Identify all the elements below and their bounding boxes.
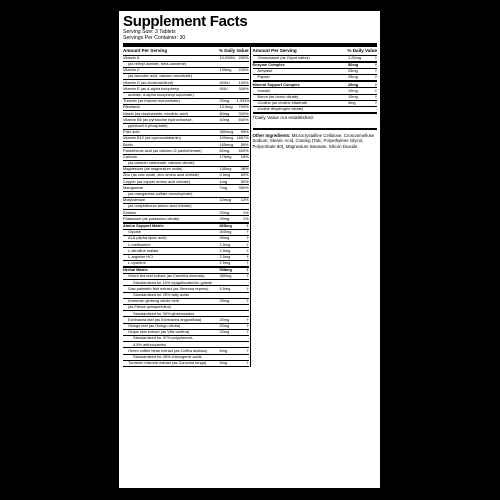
nutrient-name: L-arginine HCl [128,253,153,259]
nutrient-name: Sodium [123,209,137,215]
nutrient-dv: 13% [240,197,249,203]
nutrient-dv: † [246,329,249,335]
nutrient-amount [220,124,237,128]
nutrient-dv: † [246,316,249,322]
nutrient-dv: 95% [240,129,249,135]
nutrient-dv: 200% [238,54,249,60]
nutrient-amount: 20mg [219,322,230,328]
nutrient-amount: 10mcg [219,197,232,203]
nutrient-name: Thiamin (as thiamin mononitrate) [123,98,180,104]
nutrient-amount: 10mg [348,94,358,100]
nutrient-dv: 500% [238,116,249,122]
nutrient-name: L-citrulline malate [128,247,159,253]
serving-size: Serving Size: 3 Tablets [123,29,176,35]
nutrient-amount: 13.5mg [219,104,233,110]
nutrient-dv [237,93,249,97]
nutrient-name: Green tea leaf extract (as Camellia sinensis) [128,273,205,279]
nutrient-dv: 225% [238,67,249,73]
nutrient-dv [237,355,249,359]
nutrient-dv: 350% [238,184,249,190]
nutrient-amount: 380mcg [219,129,234,135]
nutrient-dv: † [246,229,249,235]
amount-header: Amount Per Serving [252,48,297,53]
right-column [251,47,378,367]
nutrient-amount: 100mcg [219,135,234,141]
nutrient-name: (as ascorbic acid, calcium ascorbate) [128,73,193,79]
nutrient-amount: 2.5mg [219,253,231,259]
nutrient-dv: † [246,267,249,273]
nutrient-dv [237,293,249,297]
nutrient-dv: 1% [242,209,249,215]
nutrient-dv [237,204,249,208]
nutrient-row [123,361,249,367]
nutrient-name: Vitamin B12 (as cyanocobalamin) [123,135,181,141]
nutrient-amount: 45mg [219,235,230,241]
nutrient-dv: 600% [238,147,249,153]
left-rows [123,56,249,367]
nutrient-amount: 90IU [219,85,228,91]
nutrient-amount: 10mg [348,87,358,93]
nutrient-amount: 135mg [219,67,232,73]
supplement-facts-label [117,9,382,490]
nutrient-dv: † [246,241,249,247]
nutrient-dv: † [374,74,377,80]
nutrient-amount [220,312,237,316]
other-ingredients [253,128,378,149]
nutrient-dv: 100% [238,79,249,85]
nutrient-amount: 175mg [219,153,232,159]
nutrient-dv [237,343,249,347]
nutrient-name: Turmeric rhizome extract (as Curcuma longa) [128,360,207,366]
other-ingredients-label: Other Ingredients: [252,133,291,139]
nutrient-name: Papain [257,74,270,80]
nutrient-name: pyridoxal 5-phosphate) [128,122,168,128]
nutrient-amount: 10mg [219,116,230,122]
nutrient-name: Inositol [257,87,270,93]
nutrient-dv: † [246,235,249,241]
nutrient-dv: † [246,260,249,266]
nutrient-amount: 380mg [219,273,232,279]
nutrient-name: Standardized for 45% chlorogenic acids [133,353,202,359]
nutrient-amount: 1.25mg [348,54,361,60]
nutrient-name: Vitamin E (as d-alpha tocopheryl [123,85,180,91]
nutrient-amount [220,281,237,285]
servings-per-container: Servings Per Container: 30 [123,35,186,41]
nutrient-name: Vitamin C [123,67,140,73]
nutrient-dv [237,281,249,285]
nutrient-amount: 20mg [219,98,230,104]
nutrient-name: Niacin (as niacinamide, nicotinic acid) [123,110,188,116]
amount-header: Amount Per Serving [123,48,168,53]
nutrient-amount [220,355,237,359]
nutrient-dv: † [374,54,377,60]
nutrient-dv: † [246,347,249,353]
nutrient-name: ALA (alpha lipoic acid) [128,235,167,241]
nutrient-name: Enzyme Complex [252,62,285,68]
nutrient-dv [237,74,249,78]
nutrient-amount [220,343,237,347]
nutrient-dv: 1% [242,215,249,221]
nutrient-amount: 145mg [219,166,232,172]
nutrient-amount [220,305,237,309]
nutrient-name: L-methionine [128,241,151,247]
nutrient-name: (as molybdenum amino acid chelate) [128,203,192,209]
nutrient-dv: 1667% [236,135,249,141]
nutrient-amount: 2.5mg [219,260,231,266]
nutrient-name: Herbal Matrix [123,267,148,273]
nutrient-amount: 20mg [219,316,230,322]
nutrient-name: Ginkgo leaf (as Ginkgo biloba) [128,322,181,328]
nutrient-name: (as manganese sulfate monohydrate) [128,191,193,197]
nutrient-amount: 29mg [348,81,359,87]
nutrient-name: Potassium (as potassium citrate) [123,215,180,221]
nutrient-dv: † [246,247,249,253]
nutrient-dv: † [246,360,249,366]
nutrient-amount: 5mg [219,360,228,366]
left-column [123,47,251,367]
nutrient-name: Magnesium (as magnesium oxide) [123,166,183,172]
nutrient-amount [348,107,365,111]
nutrient-name: Glycine [128,229,141,235]
nutrient-name: L-cysteine [128,260,146,266]
nutrient-amount: 50mg [348,62,359,68]
nutrient-dv: † [374,68,377,74]
nutrient-amount: 865mg [219,222,232,228]
facts-columns [123,43,377,367]
nutrient-name: (as retinyl acetate, beta-carotene) [128,61,187,67]
other-ingredients-text: Microcrystalline Cellulose, Croscarmellose Sodium, Stearic Acid, Coating (Talc, Polyethylene Glycol, Polysorbate 80), Magnesium Stearate, Silicon Dioxide. [252,133,375,149]
nutrient-dv: † [246,222,249,228]
nutrient-name: Copper (as copper amino acid chelate) [123,178,191,184]
nutrient-amount: 9.5mg [219,172,231,178]
nutrient-name: Biotin [123,141,133,147]
nutrient-amount [220,62,237,66]
nutrient-dv [237,62,249,66]
nutrient-dv [237,161,249,165]
nutrient-amount: 400IU [219,79,230,85]
nutrient-amount: 25mg [348,74,358,80]
nutrient-name: Riboflavin [123,104,141,110]
nutrient-amount: 5mg [219,347,228,353]
nutrient-amount: 7mg [219,184,228,190]
nutrient-name: Amino Support Matrix [123,222,164,228]
nutrient-name: Echinacea leaf (as Echinacea angustifolia) [128,316,202,322]
nutrient-name: Mineral Support Complex [252,81,300,87]
nutrient-name: Pantothenic acid (as calcium D-pantothenate) [123,147,202,153]
nutrient-amount: 1mg [219,178,228,184]
nutrient-dv [237,312,249,316]
nutrient-dv: 50% [240,178,249,184]
nutrient-name: Vitamin D (as cholecalciferol) [123,79,174,85]
nutrient-amount [220,293,237,297]
nutrient-dv: 55% [240,141,249,147]
nutrient-dv [237,124,249,128]
nutrient-amount: 9mg [348,100,356,106]
nutrient-amount: 60mg [219,147,230,153]
nutrient-dv: † [374,62,377,68]
nutrient-amount: 165mcg [219,141,234,147]
nutrient-name: Standardized for 10% epigallocatechin gallate [133,279,212,285]
nutrient-dv: 300% [238,110,249,116]
nutrient-amount: 60mg [219,110,230,116]
nutrient-amount: 10,000IU [219,54,236,60]
nutrient-name: Choline (as choline bitartrate, [257,100,309,106]
nutrient-name: Zinc (as zinc oxide, zinc amino acid chelate) [123,172,200,178]
nutrient-name: Saw palmetto fruit extract (as Serenoa repens) [128,285,209,291]
nutrient-name: (as Panax quinquefolius) [128,304,171,310]
nutrient-dv: † [246,253,249,259]
nutrient-dv: † [246,285,249,291]
nutrient-name: Amylase [257,68,273,74]
nutrient-name: Standardized for 30% ginsenosides [133,310,195,316]
nutrient-name: choline dihydrogen citrate) [257,106,304,112]
nutrient-name: Grape skin extract (as Vitis vinifera) [128,329,190,335]
dv-header: % Daily Value [347,48,377,53]
nutrient-amount: 20mg [219,209,230,215]
nutrient-amount [220,161,237,165]
nutrient-dv: 1,333% [236,98,250,104]
nutrient-amount [220,204,237,208]
nutrient-name: acetate, d-alpha tocopheryl succinate) [128,92,194,98]
nutrient-name: Manganese [123,184,144,190]
nutrient-amount: 5.5mg [219,285,231,291]
nutrient-dv: † [374,87,377,93]
nutrient-dv: 36% [240,166,249,172]
label-title: Supplement Facts [123,13,248,30]
nutrient-name: Standardized for 25% fatty acids [133,292,190,298]
nutrient-dv: 794% [238,104,249,110]
nutrient-name: Molybdenum [123,197,146,203]
nutrient-name: Vitamin B6 (as pyridoxine hydrochloride, [123,116,193,122]
nutrient-dv: † [374,81,377,87]
nutrient-dv: † [374,100,377,106]
nutrient-amount [220,74,237,78]
nutrient-name: Calcium [123,153,138,159]
nutrient-dv [237,305,249,309]
nutrient-amount: 25mg [348,68,358,74]
nutrient-dv [237,336,249,340]
nutrient-name: Boron (as boron citrate) [257,94,299,100]
nutrient-name: Folic acid [123,129,140,135]
nutrient-dv: † [374,94,377,100]
nutrient-name: 4.5% anthocyanins [133,341,166,347]
nutrient-row [253,107,378,114]
nutrient-name: Standardized for 37% polyphenols, [133,335,194,341]
daily-value-note: †Daily Value not established. [252,116,315,122]
dv-header: % Daily Value [218,48,249,53]
nutrient-amount: 2.5mg [219,247,231,253]
nutrient-dv [237,192,249,196]
nutrient-dv: † [246,273,249,279]
nutrient-amount: 2.5mg [219,241,231,247]
nutrient-dv [365,107,377,111]
nutrient-dv: 18% [240,153,249,159]
nutrient-name: Vitamin A [123,54,140,60]
nutrient-name: (as calcium carbonate, calcium citrate) [128,160,195,166]
nutrient-name: Octacosanol (as Oryza sativa) [257,54,310,60]
nutrient-dv: † [246,322,249,328]
nutrient-name: Green coffee bean extract (as Coffea arabica) [128,347,208,353]
right-rows [253,56,378,115]
nutrient-name: American ginseng whole herb [128,298,180,304]
nutrient-amount [220,93,237,97]
nutrient-amount [220,336,237,340]
nutrient-amount: 25mg [219,215,230,221]
nutrient-amount: 20mg [219,329,230,335]
nutrient-amount: 538mg [219,267,232,273]
nutrient-dv: 63% [240,172,249,178]
nutrient-amount: 25mg [219,298,230,304]
nutrient-dv: † [246,298,249,304]
nutrient-amount: 300mg [219,229,232,235]
nutrient-dv: 300% [238,85,249,91]
nutrient-amount [220,192,237,196]
